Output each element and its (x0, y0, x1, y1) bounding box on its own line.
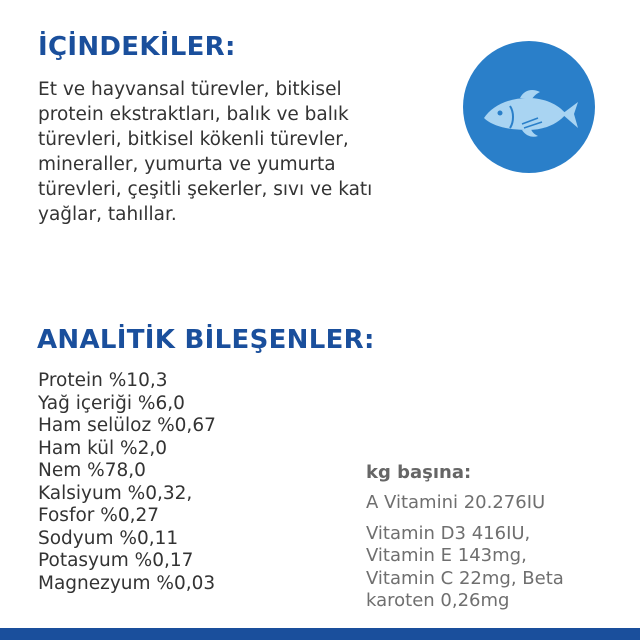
analytic-item: Kalsiyum %0,32, (38, 482, 193, 504)
analytic-item: Ham selüloz %0,67 (38, 415, 216, 436)
fish-icon (462, 40, 596, 174)
ingredients-line: yağlar, tahıllar. (38, 204, 177, 225)
analytic-item: Yağ içeriği %6,0 (38, 392, 185, 414)
ingredients-line: protein ekstraktları, balık ve balık (38, 104, 349, 125)
vitamin-line: A Vitamini 20.276IU (366, 492, 546, 513)
analytic-heading: ANALİTİK BİLEŞENLER: (37, 325, 375, 355)
analytic-item: Nem %78,0 (38, 460, 146, 481)
ingredients-line: mineraller, yumurta ve yumurta (38, 154, 336, 175)
ingredients-line: Et ve hayvansal türevler, bitkisel (38, 79, 342, 100)
analytic-item: Potasyum %0,17 (38, 550, 194, 571)
analytic-item: Protein %10,3 (38, 370, 168, 391)
analytic-list (38, 370, 216, 595)
vitamins-block (366, 462, 564, 613)
ingredients-line: türevleri, bitkisel kökenli türevler, (38, 129, 349, 150)
vitamin-line: Vitamin D3 416IU, (366, 522, 531, 544)
vitamin-line: karoten 0,26mg (366, 590, 510, 611)
fish-badge (462, 40, 596, 174)
vitamin-line: Vitamin C 22mg, Beta (366, 567, 564, 589)
analytic-item: Ham kül %2,0 (38, 437, 168, 459)
bottom-accent-bar (0, 628, 640, 640)
ingredients-text (38, 77, 438, 227)
analytic-item: Fosfor %0,27 (38, 505, 160, 526)
analytic-item: Sodyum %0,11 (38, 527, 179, 549)
vitamin-line: Vitamin E 143mg, (366, 545, 527, 566)
analytic-item: Magnezyum %0,03 (38, 572, 216, 594)
vitamins-heading: kg başına: (366, 462, 472, 483)
ingredients-line: türevleri, çeşitli şekerler, sıvı ve katı (38, 179, 373, 200)
ingredients-heading: İÇİNDEKİLER: (38, 32, 236, 62)
